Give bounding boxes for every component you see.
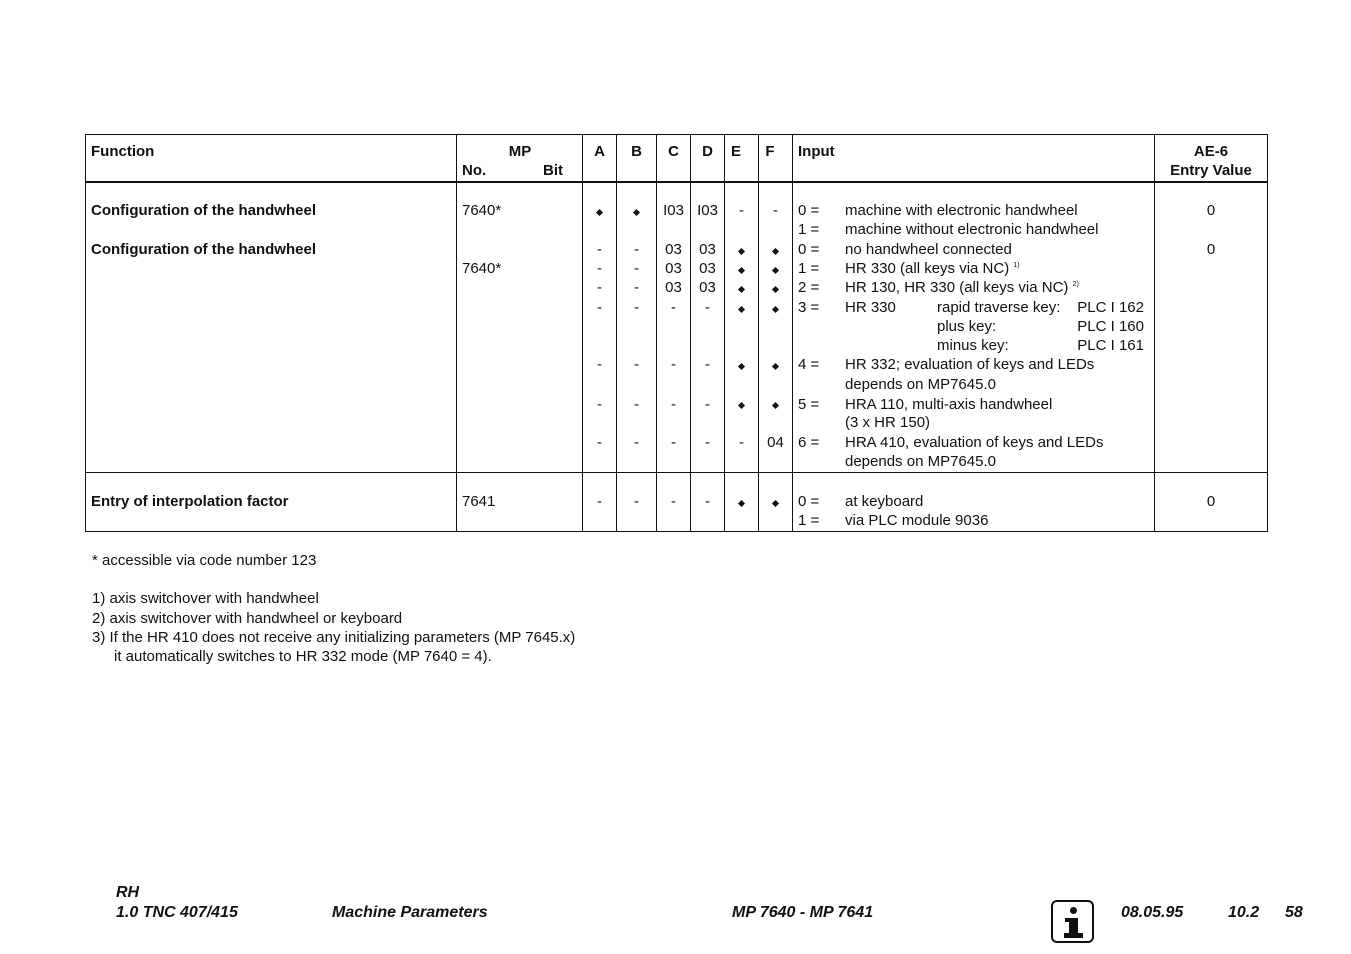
row2-opt1-b: -: [634, 260, 639, 277]
info-icon: [1051, 900, 1094, 943]
row1-key-1: 1 =: [798, 221, 820, 238]
row2-opt0-c: 03: [665, 241, 682, 258]
row2-opt5-b: -: [634, 396, 639, 413]
col-line-7: [758, 134, 759, 532]
row3-c: -: [671, 493, 676, 510]
row2-opt3-b: -: [634, 299, 639, 316]
header-no: No.: [462, 162, 487, 179]
row2-opt5-f-diamond: [772, 402, 779, 409]
row2-opt3-sub-label-2: minus key:: [937, 337, 1009, 354]
header-ae6: AE-6: [1193, 143, 1229, 160]
footer-chapter: 10.2: [1228, 904, 1260, 921]
col-line-8: [792, 134, 793, 532]
row2-opt2-d: 03: [699, 279, 716, 296]
row2-opt4-e-diamond: [738, 363, 745, 370]
col-line-2: [582, 134, 583, 532]
row2-opt1-key: 1 =: [798, 260, 820, 277]
row2-opt3-key: 3 =: [798, 299, 820, 316]
row2-opt3-sub-value-2: PLC I 161: [1077, 337, 1144, 354]
row3-f-diamond: [772, 500, 779, 507]
row2-opt3-c: -: [671, 299, 676, 316]
row3-b: -: [634, 493, 639, 510]
row2-opt1-e-diamond: [738, 267, 745, 274]
row1-f: -: [773, 202, 778, 219]
row2-opt0-d: 03: [699, 241, 716, 258]
row3-function: Entry of interpolation factor: [91, 493, 289, 510]
footnote-2: 2) axis switchover with handwheel or keyboard: [92, 610, 403, 627]
row2-opt1-f-diamond: [772, 267, 779, 274]
row2-opt2-f-diamond: [772, 286, 779, 293]
row2-opt0-text: no handwheel connected: [845, 241, 1012, 258]
row2-opt5-text: HRA 110, multi-axis handwheel: [845, 396, 1053, 413]
footnote-ref-2: 2): [1072, 281, 1079, 288]
row3-a: -: [597, 493, 602, 510]
info-icon-foot: [1064, 933, 1083, 938]
row2-opt6-d: -: [705, 434, 710, 451]
header-function: Function: [91, 143, 155, 160]
note-asterisk: * accessible via code number 123: [92, 552, 317, 569]
header-a: A: [594, 143, 605, 160]
row2-opt5-c: -: [671, 396, 676, 413]
row1-text-1: machine without electronic handwheel: [845, 221, 1099, 238]
row3-key-1: 1 =: [798, 512, 820, 529]
footnote-3-cont: it automatically switches to HR 332 mode (MP 7640 = 4).: [114, 648, 492, 665]
row2-opt4-a: -: [597, 356, 602, 373]
header-bit: Bit: [543, 162, 563, 179]
row2-mp: 7640*: [462, 260, 502, 277]
row1-b-diamond: [633, 209, 640, 216]
row3-e-diamond: [738, 500, 745, 507]
row2-opt6-text2: depends on MP7645.0: [845, 453, 996, 470]
row2-opt2-text: HR 130, HR 330 (all keys via NC): [845, 279, 1069, 296]
footer-page: 58: [1285, 904, 1303, 921]
row2-opt3-e-diamond: [738, 306, 745, 313]
row1-entry: 0: [1206, 202, 1216, 219]
header-d: D: [702, 143, 713, 160]
header-input: Input: [798, 143, 835, 160]
row2-opt3-a: -: [597, 299, 602, 316]
row2-opt5-d: -: [705, 396, 710, 413]
row2-opt0-b: -: [634, 241, 639, 258]
row1-text-0: machine with electronic handwheel: [845, 202, 1078, 219]
row2-opt1-d: 03: [699, 260, 716, 277]
row2-opt4-c: -: [671, 356, 676, 373]
header-f: F: [765, 143, 775, 160]
row1-d: I03: [697, 202, 718, 219]
row2-opt2-e-diamond: [738, 286, 745, 293]
col-line-1: [456, 134, 457, 532]
row2-opt5-key: 5 =: [798, 396, 820, 413]
row2-opt6-a: -: [597, 434, 602, 451]
row2-opt1-a: -: [597, 260, 602, 277]
footnote-3: 3) If the HR 410 does not receive any initializing parameters (MP 7645.x): [92, 629, 576, 646]
footnote-ref-1: 1): [1013, 262, 1020, 269]
row2-opt2-b: -: [634, 279, 639, 296]
row1-a-diamond: [596, 209, 603, 216]
row2-opt1-text: HR 330 (all keys via NC): [845, 260, 1010, 277]
row2-opt1-c: 03: [665, 260, 682, 277]
row-divider: [85, 472, 1268, 473]
col-line-5: [690, 134, 691, 532]
row2-opt5-text2: (3 x HR 150): [845, 414, 931, 431]
row2-opt2-text-wrap: [845, 278, 1079, 297]
header-entry-value: Entry Value: [1170, 162, 1252, 179]
col-line-9: [1154, 134, 1155, 532]
row2-opt2-a: -: [597, 279, 602, 296]
row2-opt6-text: HRA 410, evaluation of keys and LEDs: [845, 434, 1104, 451]
table-border-bottom: [85, 531, 1268, 532]
col-line-10: [1267, 134, 1268, 532]
row2-opt6-f: 04: [767, 434, 784, 451]
row2-opt5-a: -: [597, 396, 602, 413]
row2-opt2-key: 2 =: [798, 279, 820, 296]
row2-opt0-f-diamond: [772, 248, 779, 255]
row3-text-0: at keyboard: [845, 493, 924, 510]
row2-opt3-f-diamond: [772, 306, 779, 313]
col-line-0: [85, 134, 86, 532]
info-icon-dot: [1070, 907, 1077, 914]
row2-opt3-text: HR 330: [845, 299, 896, 316]
row2-opt3-d: -: [705, 299, 710, 316]
footnote-1: 1) axis switchover with handwheel: [92, 590, 319, 607]
row2-function: Configuration of the handwheel: [91, 241, 316, 258]
row2-opt3-sub-value-0: PLC I 162: [1077, 299, 1144, 316]
row1-mp: 7640*: [462, 202, 502, 219]
row1-key-0: 0 =: [798, 202, 820, 219]
header-b: B: [631, 143, 642, 160]
row1-e: -: [739, 202, 744, 219]
row3-mp: 7641: [462, 493, 496, 510]
header-c: C: [668, 143, 679, 160]
footer-range: MP 7640 - MP 7641: [732, 904, 874, 921]
footer-rh: RH: [116, 884, 140, 901]
row2-opt6-e: -: [739, 434, 744, 451]
row2-opt4-text: HR 332; evaluation of keys and LEDs: [845, 356, 1095, 373]
header-e: E: [730, 143, 741, 160]
row2-opt2-c: 03: [665, 279, 682, 296]
row2-opt4-key: 4 =: [798, 356, 820, 373]
row1-c: I03: [663, 202, 684, 219]
row2-opt3-sub-label-1: plus key:: [937, 318, 997, 335]
row3-entry: 0: [1206, 493, 1216, 510]
row2-entry: 0: [1206, 241, 1216, 258]
header-divider: [85, 181, 1268, 183]
row2-opt3-sub-label-0: rapid traverse key:: [937, 299, 1061, 316]
row2-opt4-f-diamond: [772, 363, 779, 370]
col-line-4: [656, 134, 657, 532]
row2-opt3-sub-value-1: PLC I 160: [1077, 318, 1144, 335]
footer-version: 1.0 TNC 407/415: [116, 904, 238, 921]
col-line-6: [724, 134, 725, 532]
row1-function: Configuration of the handwheel: [91, 202, 316, 219]
table-border-top: [85, 134, 1268, 135]
row3-d: -: [705, 493, 710, 510]
row2-opt1-text-wrap: [845, 259, 1020, 278]
col-line-3: [616, 134, 617, 532]
row2-opt5-e-diamond: [738, 402, 745, 409]
row2-opt6-key: 6 =: [798, 434, 820, 451]
row2-opt6-b: -: [634, 434, 639, 451]
row2-opt6-c: -: [671, 434, 676, 451]
row2-opt0-a: -: [597, 241, 602, 258]
row2-opt0-e-diamond: [738, 248, 745, 255]
row2-opt4-b: -: [634, 356, 639, 373]
footer-date: 08.05.95: [1121, 904, 1184, 921]
row3-key-0: 0 =: [798, 493, 820, 510]
row3-text-1: via PLC module 9036: [845, 512, 989, 529]
row2-opt4-d: -: [705, 356, 710, 373]
footer-section: Machine Parameters: [332, 904, 488, 921]
row2-opt0-key: 0 =: [798, 241, 820, 258]
row2-opt4-text2: depends on MP7645.0: [845, 376, 996, 393]
header-mp: MP: [508, 143, 532, 160]
